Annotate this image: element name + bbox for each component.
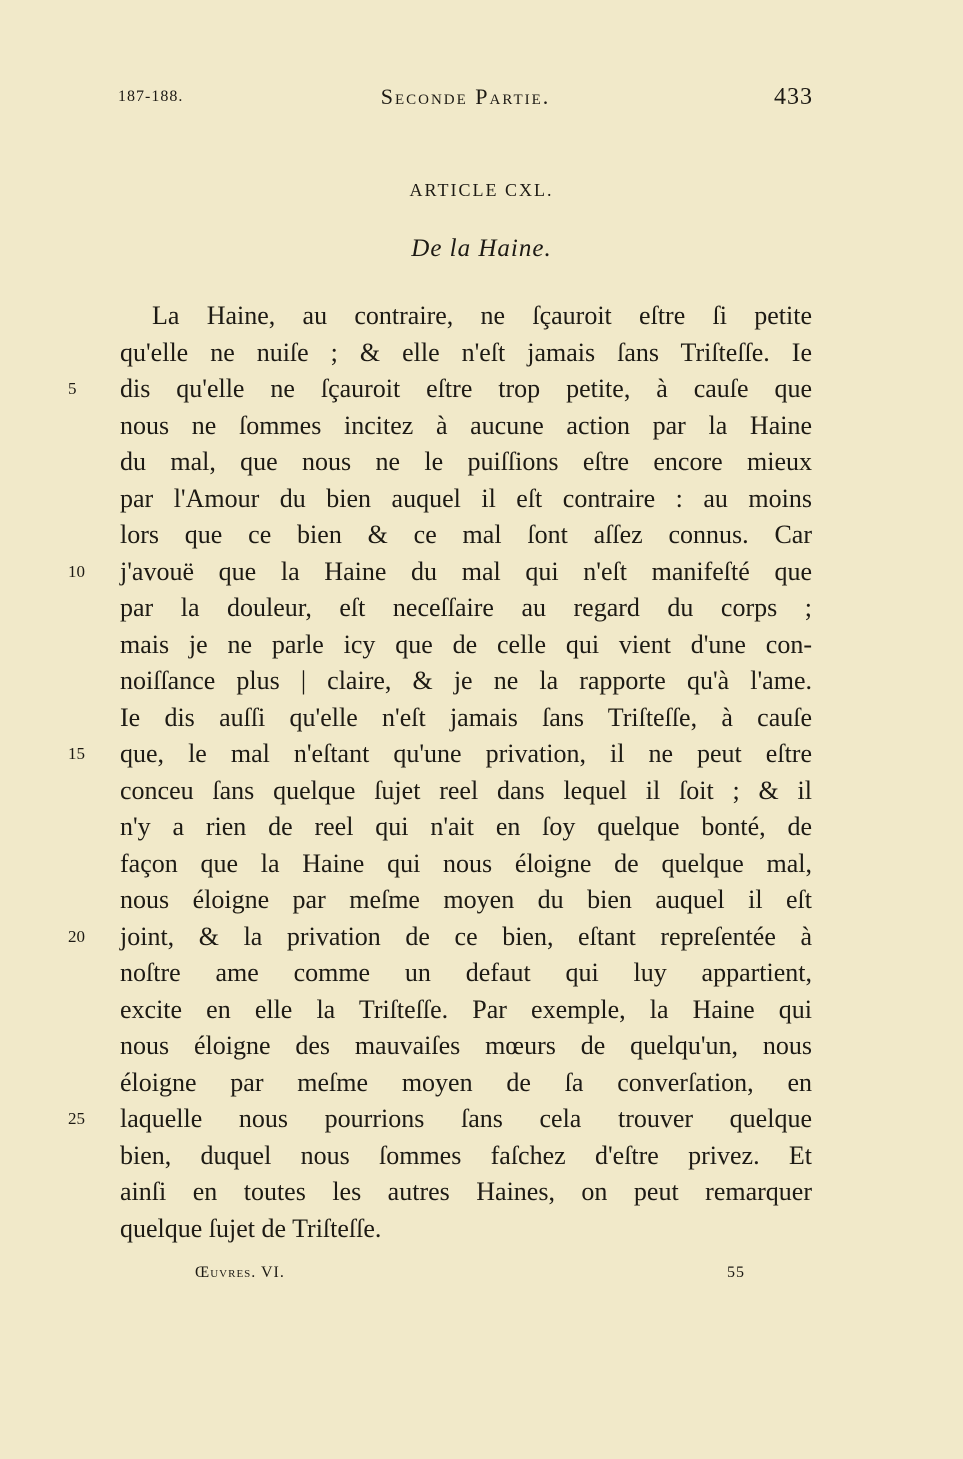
text-line: La Haine, au contraire, ne ſçauroit eſtre ſi petite (152, 301, 812, 330)
text-line: ainſi en toutes les autres Haines, on peut remarquer (120, 1177, 812, 1206)
body-text (68, 298, 812, 1247)
line-number: 15 (68, 744, 85, 763)
running-header (118, 84, 813, 114)
text-line: excite en elle la Triſteſſe. Par exemple, la Haine qui (120, 994, 812, 1024)
text-line: mais je ne parle icy que de celle qui vient d'une con- (120, 629, 812, 659)
text-line: 25 laquelle nous pourrions ſans cela trouver quelque (120, 1101, 812, 1138)
line-number: 25 (68, 1109, 85, 1128)
text-line: bien, duquel nous ſommes faſchez d'eſtre privez. Et (120, 1140, 812, 1170)
text-line: nous éloigne par meſme moyen du bien auquel il eſt (120, 885, 812, 914)
article-subtitle: De la Haine. (411, 235, 552, 262)
text-line: 15 que, le mal n'eſtant qu'une privation, il ne peut eſtre (120, 736, 812, 773)
text-line: par l'Amour du bien auquel il eſt contraire : au moins (120, 483, 812, 513)
text-line: nous ne ſommes incitez à aucune action par la Haine (120, 410, 812, 440)
text-line: 10 j'avouë que la Haine du mal qui n'eſt manifeſté que (120, 554, 812, 591)
text-line: noiſſance plus | claire, & je ne la rapporte qu'à l'ame. (120, 666, 812, 695)
page-footer (195, 1264, 745, 1288)
text-line: noſtre ame comme un defaut qui luy appartient, (120, 958, 812, 987)
text-line: nous éloigne des mauvaiſes mœurs de quelqu'un, nous (120, 1031, 812, 1060)
line-number: 10 (68, 561, 85, 581)
text-line: par la douleur, eſt neceſſaire au regard du corps ; (120, 593, 812, 622)
text-line: Ie dis auſſi qu'elle n'eſt jamais ſans Triſteſſe, à cauſe (120, 702, 812, 732)
text-line: éloigne par meſme moyen de ſa converſation, en (120, 1067, 812, 1097)
signature-mark: Œuvres. VI. (195, 1264, 285, 1281)
text-line: du mal, que nous ne le puiſſions eſtre encore mieux (120, 447, 812, 476)
text-line: façon que la Haine qui nous éloigne de quelque mal, (120, 848, 812, 878)
sheet-number: 55 (727, 1264, 745, 1281)
text-line: quelque ſujet de Triſteſſe. (120, 1213, 382, 1243)
part-title: Seconde Partie. (380, 84, 551, 109)
text-line: lors que ce bien & ce mal ſont aſſez connus. Car (120, 520, 812, 549)
text-line: 5 dis qu'elle ne ſçauroit eſtre trop petite, à cauſe que (120, 371, 812, 408)
article-range: 187-188. (118, 88, 184, 105)
text-line: qu'elle ne nuiſe ; & elle n'eſt jamais ſans Triſteſſe. Ie (120, 337, 812, 367)
text-line: conceu ſans quelque ſujet reel dans lequel il ſoit ; & il (120, 775, 812, 805)
text-line: 20 joint, & la privation de ce bien, eſtant repreſentée à (120, 919, 812, 956)
article-heading: ARTICLE CXL. (409, 180, 554, 200)
page-number: 433 (774, 84, 813, 110)
line-number: 5 (68, 379, 77, 398)
text-line: n'y a rien de reel qui n'ait en ſoy quelque bonté, de (120, 812, 812, 841)
line-number: 20 (68, 926, 85, 946)
